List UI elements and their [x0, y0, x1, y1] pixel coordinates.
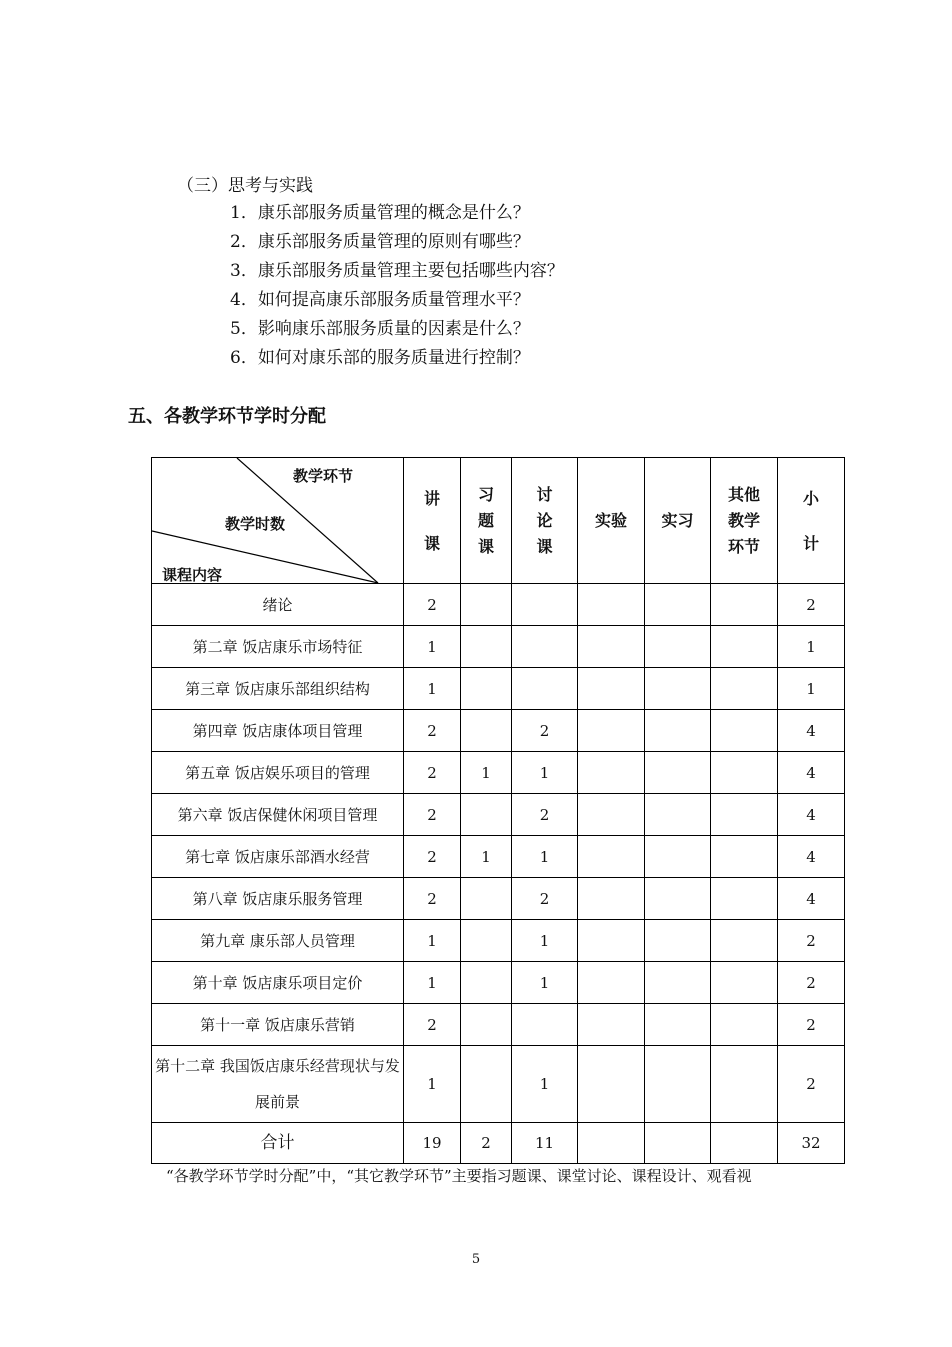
hours-allocation-table	[151, 457, 845, 1164]
cell-other	[711, 752, 778, 794]
question-item: 5．影响康乐部服务质量的因素是什么？	[230, 319, 530, 339]
table-row	[152, 1004, 845, 1046]
row-label: 第十二章 我国饭店康乐经营现状与发展前景	[152, 1046, 404, 1123]
row-label: 绪论	[152, 584, 404, 626]
cell-discussion: 1	[512, 920, 578, 962]
cell-exercise	[461, 920, 512, 962]
cell-subtotal: 4	[778, 794, 845, 836]
cell-lecture: 1	[404, 626, 461, 668]
cell-other	[711, 794, 778, 836]
cell-lecture: 2	[404, 794, 461, 836]
cell-exercise	[461, 668, 512, 710]
cell-subtotal: 1	[778, 626, 845, 668]
col-header-discussion	[512, 458, 578, 584]
cell-practice	[645, 878, 711, 920]
question-item: 3．康乐部服务质量管理主要包括哪些内容？	[230, 261, 564, 281]
total-lecture: 19	[404, 1123, 461, 1164]
total-practice	[645, 1123, 711, 1164]
cell-subtotal: 4	[778, 836, 845, 878]
cell-lecture: 1	[404, 962, 461, 1004]
cell-exercise	[461, 584, 512, 626]
cell-subtotal: 4	[778, 878, 845, 920]
col-header-label: 讨论课	[536, 484, 553, 556]
cell-experiment	[578, 794, 645, 836]
total-subtotal: 32	[778, 1123, 845, 1164]
col-header-label: 习题课	[478, 484, 495, 556]
cell-discussion	[512, 1004, 578, 1046]
cell-practice	[645, 1004, 711, 1046]
cell-practice	[645, 962, 711, 1004]
total-exercise: 2	[461, 1123, 512, 1164]
cell-discussion: 1	[512, 836, 578, 878]
table-row	[152, 962, 845, 1004]
total-label: 合计	[152, 1123, 404, 1164]
cell-practice	[645, 584, 711, 626]
table-row	[152, 710, 845, 752]
cell-discussion	[512, 626, 578, 668]
cell-other	[711, 878, 778, 920]
cell-discussion: 1	[512, 962, 578, 1004]
total-discussion: 11	[512, 1123, 578, 1164]
cell-lecture: 2	[404, 836, 461, 878]
cell-other	[711, 626, 778, 668]
question-item: 4．如何提高康乐部服务质量管理水平？	[230, 290, 530, 310]
table-total-row	[152, 1123, 845, 1164]
col-header-lecture	[404, 458, 461, 584]
cell-practice	[645, 752, 711, 794]
row-label: 第四章 饭店康体项目管理	[152, 710, 404, 752]
cell-lecture: 2	[404, 752, 461, 794]
row-label: 第六章 饭店保健休闲项目管理	[152, 794, 404, 836]
cell-exercise	[461, 794, 512, 836]
col-header-label: 其他教学环节	[728, 484, 761, 556]
cell-subtotal: 2	[778, 584, 845, 626]
question-list	[230, 199, 564, 373]
total-experiment	[578, 1123, 645, 1164]
cell-subtotal: 2	[778, 1004, 845, 1046]
cell-other	[711, 1004, 778, 1046]
row-label: 第五章 饭店娱乐项目的管理	[152, 752, 404, 794]
cell-lecture: 1	[404, 668, 461, 710]
cell-practice	[645, 1046, 711, 1123]
cell-other	[711, 710, 778, 752]
table-row	[152, 878, 845, 920]
cell-experiment	[578, 1046, 645, 1123]
table-row	[152, 584, 845, 626]
cell-other	[711, 668, 778, 710]
page-number: 5	[471, 1252, 481, 1267]
footnote-text: “各教学环节学时分配”中，“其它教学环节”主要指习题课、课堂讨论、课程设计、观看视	[166, 1167, 752, 1185]
col-header-label: 实习	[661, 510, 694, 530]
cell-discussion: 1	[512, 752, 578, 794]
col-header-exercise	[461, 458, 512, 584]
corner-header-cell	[152, 458, 404, 584]
row-label: 第十一章 饭店康乐营销	[152, 1004, 404, 1046]
cell-exercise	[461, 962, 512, 1004]
col-header-experiment	[578, 458, 645, 584]
cell-exercise: 1	[461, 752, 512, 794]
cell-experiment	[578, 836, 645, 878]
row-label: 第八章 饭店康乐服务管理	[152, 878, 404, 920]
cell-practice	[645, 626, 711, 668]
cell-exercise	[461, 1004, 512, 1046]
cell-practice	[645, 836, 711, 878]
cell-lecture: 2	[404, 878, 461, 920]
cell-experiment	[578, 584, 645, 626]
row-label: 第九章 康乐部人员管理	[152, 920, 404, 962]
table-row	[152, 794, 845, 836]
row-label: 第三章 饭店康乐部组织结构	[152, 668, 404, 710]
cell-practice	[645, 668, 711, 710]
cell-experiment	[578, 710, 645, 752]
total-other	[711, 1123, 778, 1164]
cell-experiment	[578, 626, 645, 668]
cell-exercise	[461, 878, 512, 920]
table-row	[152, 836, 845, 878]
table-row	[152, 626, 845, 668]
cell-discussion: 2	[512, 794, 578, 836]
cell-other	[711, 920, 778, 962]
cell-experiment	[578, 962, 645, 1004]
cell-subtotal: 4	[778, 752, 845, 794]
cell-subtotal: 1	[778, 668, 845, 710]
cell-other	[711, 836, 778, 878]
cell-practice	[645, 920, 711, 962]
cell-experiment	[578, 1004, 645, 1046]
cell-subtotal: 4	[778, 710, 845, 752]
question-item: 1．康乐部服务质量管理的概念是什么？	[230, 203, 530, 223]
col-header-practice	[645, 458, 711, 584]
cell-exercise	[461, 710, 512, 752]
cell-lecture: 1	[404, 1046, 461, 1123]
row-label: 第十章 饭店康乐项目定价	[152, 962, 404, 1004]
table-row	[152, 752, 845, 794]
corner-label-top: 教学环节	[293, 467, 354, 485]
question-item: 2．康乐部服务质量管理的原则有哪些？	[230, 232, 530, 252]
cell-other	[711, 584, 778, 626]
corner-label-middle: 教学时数	[225, 515, 286, 533]
cell-discussion: 1	[512, 1046, 578, 1123]
table-row	[152, 1046, 845, 1123]
cell-subtotal: 2	[778, 920, 845, 962]
cell-other	[711, 1046, 778, 1123]
col-header-label: 实验	[594, 510, 627, 530]
cell-experiment	[578, 752, 645, 794]
col-header-label: 小计	[803, 488, 820, 553]
cell-lecture: 2	[404, 584, 461, 626]
cell-experiment	[578, 920, 645, 962]
cell-discussion	[512, 668, 578, 710]
cell-lecture: 2	[404, 710, 461, 752]
cell-other	[711, 962, 778, 1004]
cell-discussion: 2	[512, 710, 578, 752]
cell-lecture: 1	[404, 920, 461, 962]
cell-lecture: 2	[404, 1004, 461, 1046]
cell-experiment	[578, 668, 645, 710]
col-header-label: 讲课	[424, 488, 441, 553]
col-header-other	[711, 458, 778, 584]
col-header-subtotal	[778, 458, 845, 584]
row-label: 第七章 饭店康乐部酒水经营	[152, 836, 404, 878]
cell-subtotal: 2	[778, 962, 845, 1004]
cell-exercise	[461, 1046, 512, 1123]
table-row	[152, 668, 845, 710]
cell-experiment	[578, 878, 645, 920]
cell-exercise	[461, 626, 512, 668]
cell-discussion	[512, 584, 578, 626]
subsection-title: （三）思考与实践	[177, 176, 313, 196]
section-title: 五、各教学环节学时分配	[128, 406, 326, 427]
question-item: 6．如何对康乐部的服务质量进行控制？	[230, 348, 530, 368]
cell-practice	[645, 794, 711, 836]
cell-discussion: 2	[512, 878, 578, 920]
cell-practice	[645, 710, 711, 752]
row-label: 第二章 饭店康乐市场特征	[152, 626, 404, 668]
cell-exercise: 1	[461, 836, 512, 878]
cell-subtotal: 2	[778, 1046, 845, 1123]
table-header-row	[152, 458, 845, 584]
corner-label-bottom: 课程内容	[162, 566, 223, 584]
table-row	[152, 920, 845, 962]
